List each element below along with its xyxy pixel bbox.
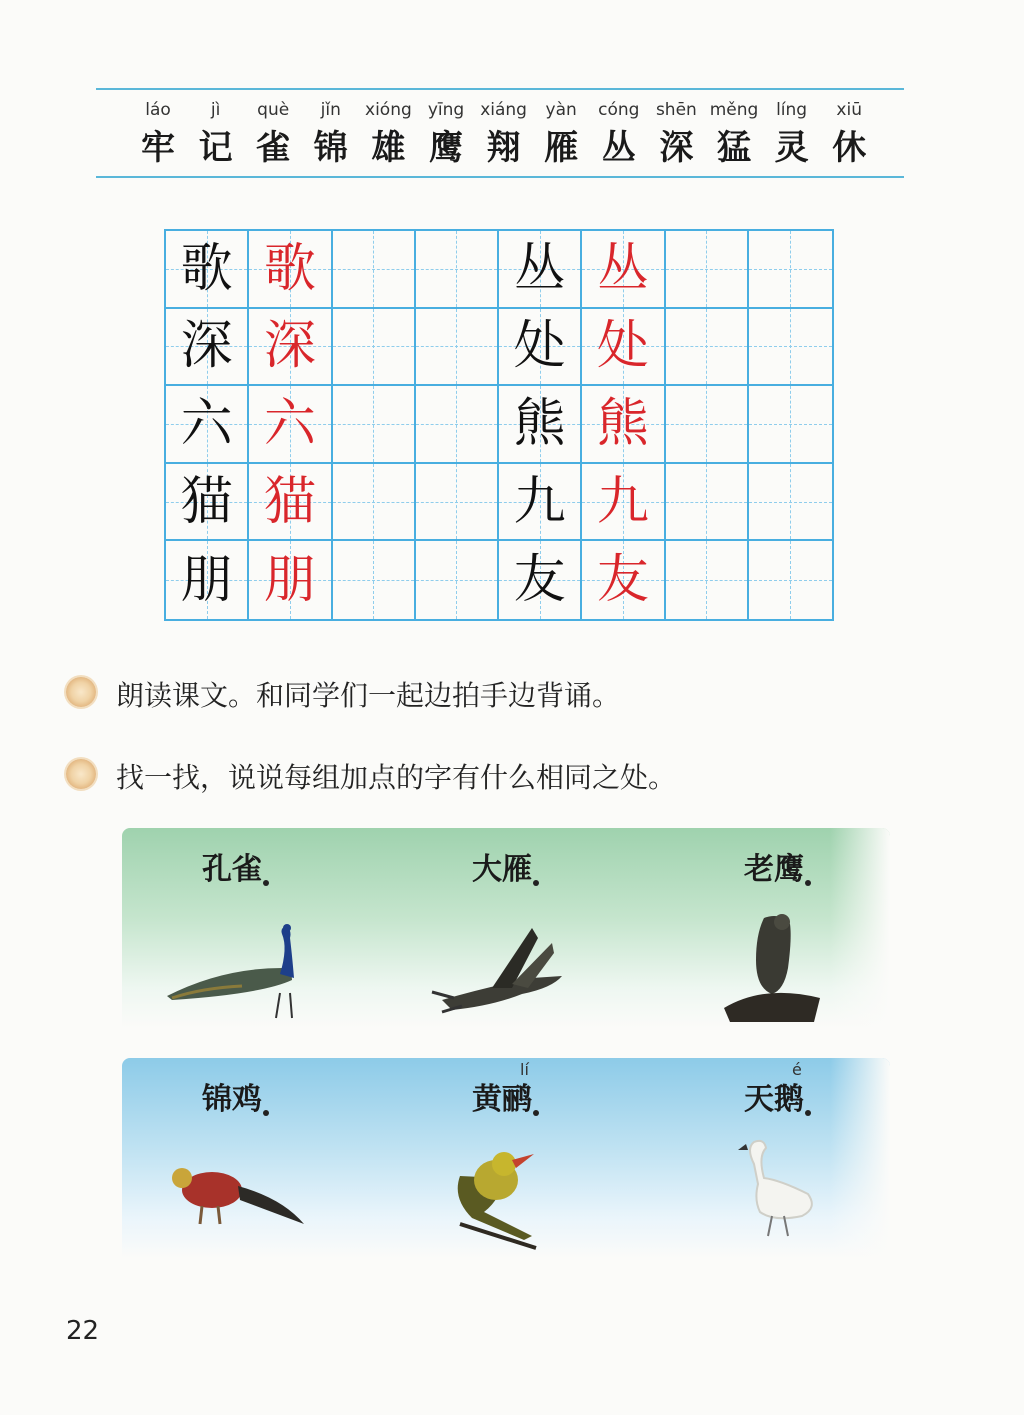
bird-wild-goose — [412, 828, 592, 1028]
grid-cell — [749, 464, 832, 542]
trace-character: 丛 — [596, 238, 649, 299]
grid-cell — [333, 464, 416, 542]
grid-cell — [249, 541, 332, 619]
bird-panel-green — [122, 828, 890, 1028]
golden-pheasant-icon — [142, 1128, 322, 1258]
trace-character: 九 — [596, 471, 649, 532]
oriole-icon — [412, 1128, 592, 1258]
grid-cell — [166, 541, 249, 619]
grid-cell — [666, 309, 749, 387]
model-character: 丛 — [513, 238, 566, 299]
model-character: 熊 — [513, 393, 566, 454]
grid-cell — [416, 386, 499, 464]
grid-cell — [666, 231, 749, 309]
grid-cell — [499, 464, 582, 542]
grid-cell — [249, 309, 332, 387]
vocab-pinyin: shēn — [655, 100, 697, 120]
bird-oriole — [412, 1058, 592, 1258]
vocabulary-strip — [96, 88, 904, 178]
model-character: 猫 — [180, 471, 233, 532]
wild-goose-icon — [412, 898, 592, 1028]
grid-cell — [333, 231, 416, 309]
bird-golden-pheasant — [142, 1058, 322, 1258]
vocab-character: 休 — [832, 128, 867, 168]
trace-character: 深 — [263, 316, 316, 377]
emphasis-dot — [263, 1110, 269, 1116]
vocab-pinyin: jì — [210, 100, 221, 120]
trace-character: 朋 — [263, 550, 316, 611]
bird-panel-blue — [122, 1058, 890, 1258]
vocab-pinyin: xiū — [836, 100, 862, 120]
vocab-character: 雄 — [371, 128, 406, 168]
trace-character: 歌 — [263, 238, 316, 299]
instruction-text: 朗读课文。和同学们一起边拍手边背诵。 — [116, 679, 621, 712]
bullet-medallion-icon — [66, 759, 96, 789]
bullet-medallion-icon — [66, 677, 96, 707]
vocab-pinyin: měng — [709, 100, 759, 120]
bird-label: 老鹰 — [744, 852, 804, 887]
pinyin-annotation: lí — [520, 1060, 529, 1079]
vocab-character: 牢 — [141, 128, 175, 168]
vocab-character: 深 — [659, 128, 694, 168]
bird-label: 锦鸡 — [202, 1082, 262, 1117]
trace-character: 猫 — [263, 471, 316, 532]
emphasis-dot — [263, 880, 269, 886]
emphasis-dot — [533, 1110, 539, 1116]
grid-cell — [582, 464, 665, 542]
grid-cell — [749, 386, 832, 464]
eagle-icon — [684, 898, 864, 1028]
grid-cell — [166, 231, 249, 309]
vocab-pinyin: xióng — [365, 100, 412, 120]
bird-label: 天鹅 — [744, 1082, 804, 1117]
trace-character: 友 — [596, 550, 649, 611]
vocab-character: 猛 — [717, 128, 751, 168]
grid-cell — [666, 464, 749, 542]
grid-cell — [166, 309, 249, 387]
model-character: 九 — [513, 471, 566, 532]
model-character: 处 — [513, 316, 566, 377]
vocab-pinyin: cóng — [598, 100, 640, 120]
vocab-character: 雀 — [256, 128, 291, 168]
grid-cell — [416, 309, 499, 387]
grid-cell — [499, 231, 582, 309]
bird-label: 孔雀 — [202, 852, 262, 887]
grid-cell — [666, 386, 749, 464]
grid-cell — [582, 541, 665, 619]
grid-cell — [249, 386, 332, 464]
vocab-pinyin: yīng — [427, 100, 465, 120]
grid-cell — [249, 231, 332, 309]
grid-cell — [749, 541, 832, 619]
grid-cell — [249, 464, 332, 542]
vocab-pinyin: xiáng — [480, 100, 527, 120]
grid-cell — [416, 464, 499, 542]
grid-cell — [166, 464, 249, 542]
trace-character: 熊 — [596, 393, 649, 454]
model-character: 深 — [180, 316, 233, 377]
grid-cell — [416, 231, 499, 309]
grid-cell — [666, 541, 749, 619]
peacock-icon — [142, 898, 322, 1028]
vocab-character: 记 — [198, 128, 233, 168]
pinyin-annotation: é — [792, 1060, 802, 1079]
writing-practice-grid — [164, 229, 834, 621]
vocab-pinyin: yàn — [545, 100, 577, 120]
model-character: 友 — [513, 550, 566, 611]
grid-cell — [582, 231, 665, 309]
trace-character: 六 — [263, 393, 316, 454]
bird-label: 大雁 — [472, 852, 532, 887]
model-character: 歌 — [180, 238, 233, 299]
grid-cell — [499, 541, 582, 619]
vocab-character: 翔 — [486, 128, 521, 168]
bird-label: 黄鹂 — [472, 1082, 532, 1117]
grid-cell — [749, 309, 832, 387]
swan-icon — [684, 1128, 864, 1258]
vocab-character: 锦 — [313, 128, 348, 168]
bird-peacock — [142, 828, 322, 1028]
grid-cell — [499, 386, 582, 464]
model-character: 六 — [180, 393, 233, 454]
bird-swan — [684, 1058, 864, 1258]
grid-cell — [499, 309, 582, 387]
instruction-text: 找一找，说说每组加点的字有什么相同之处。 — [116, 761, 677, 794]
grid-cell — [333, 541, 416, 619]
emphasis-dot — [533, 880, 539, 886]
vocab-character: 丛 — [601, 128, 636, 168]
page-number: 22 — [66, 1316, 100, 1346]
vocab-character: 雁 — [544, 128, 579, 168]
vocab-character: 鹰 — [429, 128, 463, 168]
vocab-character: 灵 — [774, 128, 809, 168]
grid-cell — [416, 541, 499, 619]
model-character: 朋 — [180, 550, 233, 611]
vocab-pinyin: què — [257, 100, 290, 120]
bird-eagle — [684, 828, 864, 1028]
trace-character: 处 — [596, 316, 649, 377]
emphasis-dot — [805, 1110, 811, 1116]
grid-cell — [166, 386, 249, 464]
grid-cell — [333, 309, 416, 387]
vocab-pinyin: láo — [145, 100, 171, 120]
grid-cell — [582, 309, 665, 387]
vocab-pinyin: líng — [776, 100, 808, 120]
grid-cell — [582, 386, 665, 464]
grid-cell — [333, 386, 416, 464]
emphasis-dot — [805, 880, 811, 886]
grid-cell — [749, 231, 832, 309]
vocab-pinyin: jǐn — [320, 100, 341, 120]
